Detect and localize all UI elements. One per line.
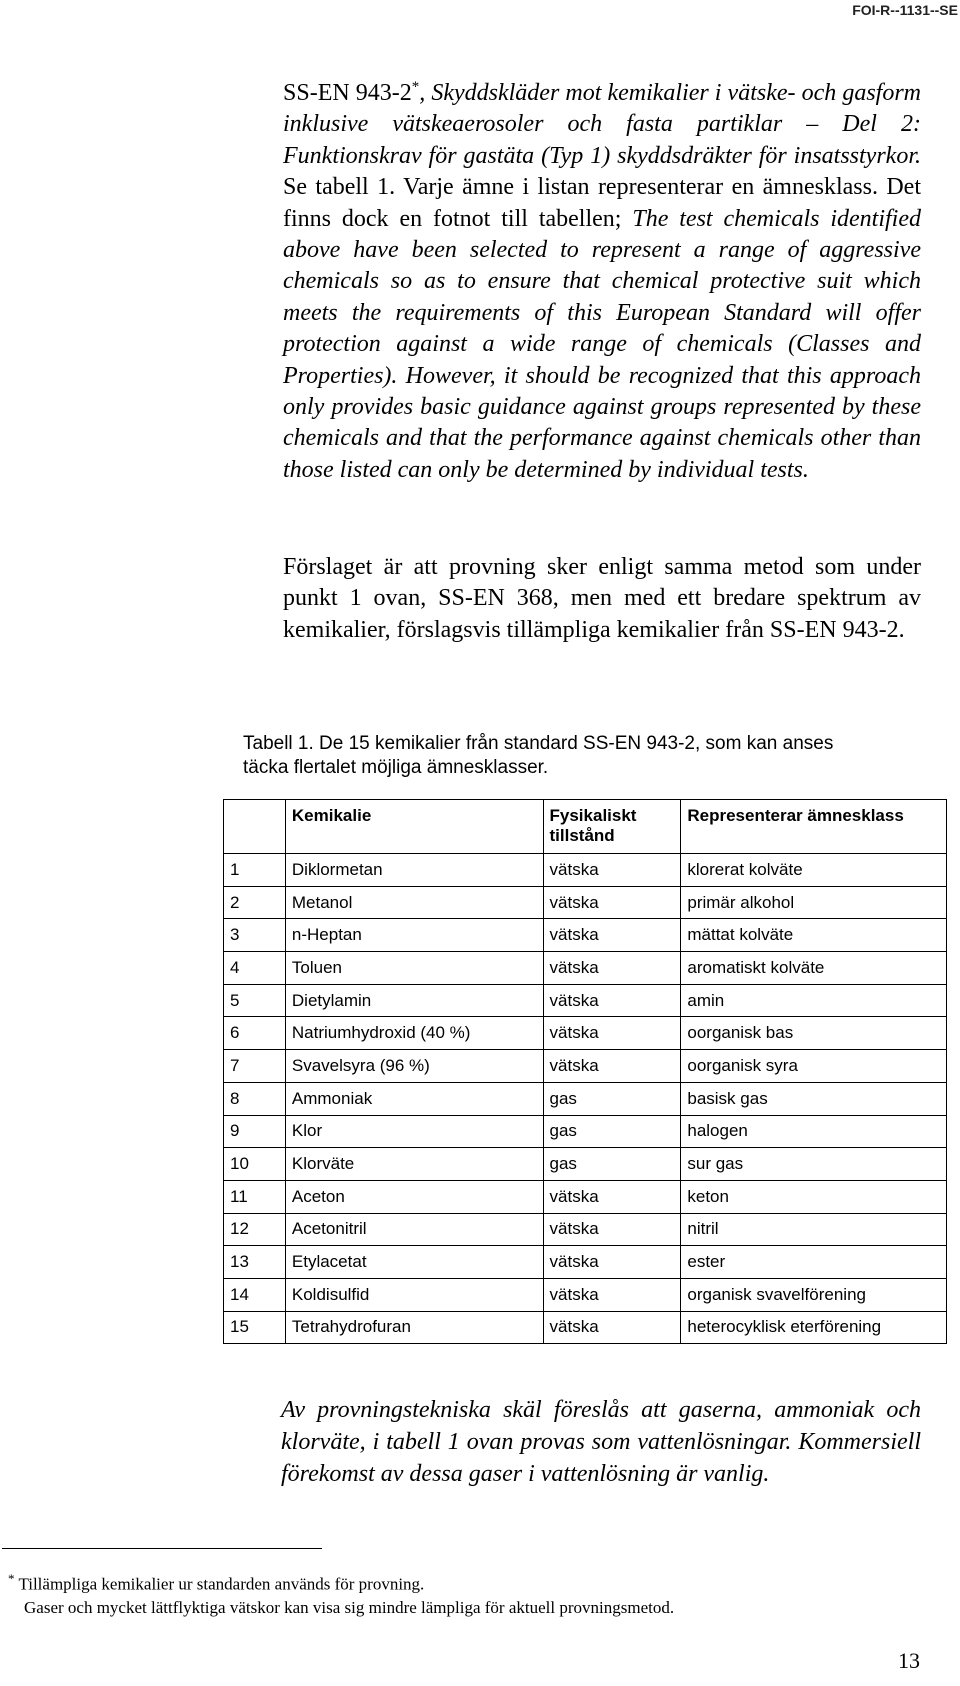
cell-physical-state: vätska: [543, 1213, 681, 1246]
table-row: [224, 886, 947, 919]
cell-physical-state: vätska: [543, 952, 681, 985]
cell-chemical: Ammoniak: [285, 1082, 543, 1115]
table-body: [224, 854, 947, 1344]
cell-physical-state: vätska: [543, 1050, 681, 1083]
footnote-text-1: Tillämpliga kemikalier ur standarden används för provning.: [14, 1574, 425, 1594]
intro-body-text: Se tabell 1. Varje ämne i listan representerar en ämnesklass. Det finns dock en fotnot till tabellen;: [283, 174, 921, 232]
cell-chemical: n-Heptan: [285, 919, 543, 952]
cell-number: 11: [224, 1180, 286, 1213]
cell-chemical: Aceton: [285, 1180, 543, 1213]
cell-chemical: Etylacetat: [285, 1246, 543, 1279]
proposal-paragraph: Förslaget är att provning sker enligt samma metod som under punkt 1 ovan, SS-EN 368, men med ett bredare spektrum av kemikalier, förslagsvis tillämpliga kemikalier från SS-EN 943-2.: [283, 554, 921, 643]
standard-reference: SS-EN 943-2: [283, 80, 412, 106]
table-row: [224, 1278, 947, 1311]
cell-chemical: Klorväte: [285, 1148, 543, 1181]
cell-physical-state: vätska: [543, 1311, 681, 1344]
table-row: [224, 984, 947, 1017]
cell-number: 6: [224, 1017, 286, 1050]
cell-class: organisk svavelförening: [681, 1278, 947, 1311]
table-row: [224, 1213, 947, 1246]
cell-chemical: Dietylamin: [285, 984, 543, 1017]
cell-chemical: Koldisulfid: [285, 1278, 543, 1311]
cell-chemical: Natriumhydroxid (40 %): [285, 1017, 543, 1050]
cell-class: keton: [681, 1180, 947, 1213]
table-row: [224, 1050, 947, 1083]
cell-physical-state: vätska: [543, 1180, 681, 1213]
cell-class: mättat kolväte: [681, 919, 947, 952]
cell-physical-state: gas: [543, 1115, 681, 1148]
footnote-asterisk: *: [8, 1571, 15, 1586]
footnote-line-1: [8, 1568, 424, 1596]
cell-class: sur gas: [681, 1148, 947, 1181]
cell-class: nitril: [681, 1213, 947, 1246]
quoted-footnote-text: The test chemicals identified above have been selected to represent a range of aggressive chemicals so as to ensure that chemical protective suit which meets the requirements of this European Standard will offer protection against a wide range of chemicals (Classes and Properties). However, it should be recognized that this approach only provides basic guidance against groups represented by these chemicals and that the performance against chemicals other than those listed can only be determined by individual tests.: [283, 205, 922, 483]
table-row: [224, 1148, 947, 1181]
cell-number: 7: [224, 1050, 286, 1083]
cell-class: aromatiskt kolväte: [681, 952, 947, 985]
cell-class: oorganisk bas: [681, 1017, 947, 1050]
standard-title: , Skyddskläder mot kemikalier i vätske- och gasform inklusive vätskeaerosoler och fasta partiklar – Del 2: Funktionskrav för gastäta (Typ 1) skyddsdräkter för insatsstyrkor.: [283, 80, 921, 169]
header-chemical: Kemikalie: [285, 800, 543, 854]
footnote-line-2: Gaser och mycket lättflyktiga vätskor kan visa sig mindre lämpliga för aktuell provningsmetod.: [24, 1598, 675, 1617]
cell-number: 3: [224, 919, 286, 952]
cell-class: ester: [681, 1246, 947, 1279]
cell-class: klorerat kolväte: [681, 854, 947, 887]
cell-physical-state: gas: [543, 1082, 681, 1115]
cell-number: 1: [224, 854, 286, 887]
cell-physical-state: vätska: [543, 1246, 681, 1279]
cell-chemical: Acetonitril: [285, 1213, 543, 1246]
table-row: [224, 919, 947, 952]
table-row: [224, 1180, 947, 1213]
cell-number: 12: [224, 1213, 286, 1246]
intro-paragraph: [283, 72, 921, 486]
cell-chemical: Tetrahydrofuran: [285, 1311, 543, 1344]
cell-class: primär alkohol: [681, 886, 947, 919]
footnote-divider: [2, 1548, 322, 1549]
cell-physical-state: vätska: [543, 1017, 681, 1050]
cell-chemical: Diklormetan: [285, 854, 543, 887]
cell-chemical: Metanol: [285, 886, 543, 919]
gas-note-paragraph: Av provningstekniska skäl föreslås att gaserna, ammoniak och klorväte, i tabell 1 ovan provas som vattenlösningar. Kommersiell förekomst av dessa gaser i vattenlösning är vanlig.: [281, 1397, 921, 1487]
footnote-marker: *: [411, 79, 420, 95]
cell-physical-state: vätska: [543, 984, 681, 1017]
cell-class: heterocyklisk eterförening: [681, 1311, 947, 1344]
cell-chemical: Toluen: [285, 952, 543, 985]
header-physical-state: Fysikaliskt tillstånd: [543, 800, 681, 854]
cell-chemical: Svavelsyra (96 %): [285, 1050, 543, 1083]
cell-number: 14: [224, 1278, 286, 1311]
cell-physical-state: vätska: [543, 886, 681, 919]
cell-physical-state: vätska: [543, 919, 681, 952]
table-row: [224, 1246, 947, 1279]
cell-number: 8: [224, 1082, 286, 1115]
cell-class: oorganisk syra: [681, 1050, 947, 1083]
cell-number: 2: [224, 886, 286, 919]
report-code-header: FOI-R--1131--SE: [852, 2, 958, 18]
header-number: [224, 800, 286, 854]
cell-number: 9: [224, 1115, 286, 1148]
header-class: Representerar ämnesklass: [681, 800, 947, 854]
table-row: [224, 952, 947, 985]
cell-physical-state: vätska: [543, 1278, 681, 1311]
cell-class: basisk gas: [681, 1082, 947, 1115]
table-header-row: [224, 800, 947, 854]
cell-number: 13: [224, 1246, 286, 1279]
cell-chemical: Klor: [285, 1115, 543, 1148]
cell-number: 5: [224, 984, 286, 1017]
table-row: [224, 1017, 947, 1050]
table-row: [224, 1082, 947, 1115]
cell-physical-state: vätska: [543, 854, 681, 887]
cell-class: halogen: [681, 1115, 947, 1148]
table-caption: Tabell 1. De 15 kemikalier från standard SS-EN 943-2, som kan anses täcka flertalet möjliga ämnesklasser.: [243, 733, 834, 778]
chemicals-table: [223, 799, 947, 1344]
cell-class: amin: [681, 984, 947, 1017]
cell-number: 4: [224, 952, 286, 985]
table-row: [224, 1115, 947, 1148]
cell-number: 15: [224, 1311, 286, 1344]
table-row: [224, 854, 947, 887]
cell-physical-state: gas: [543, 1148, 681, 1181]
table-row: [224, 1311, 947, 1344]
cell-number: 10: [224, 1148, 286, 1181]
page-number: 13: [898, 1648, 920, 1673]
